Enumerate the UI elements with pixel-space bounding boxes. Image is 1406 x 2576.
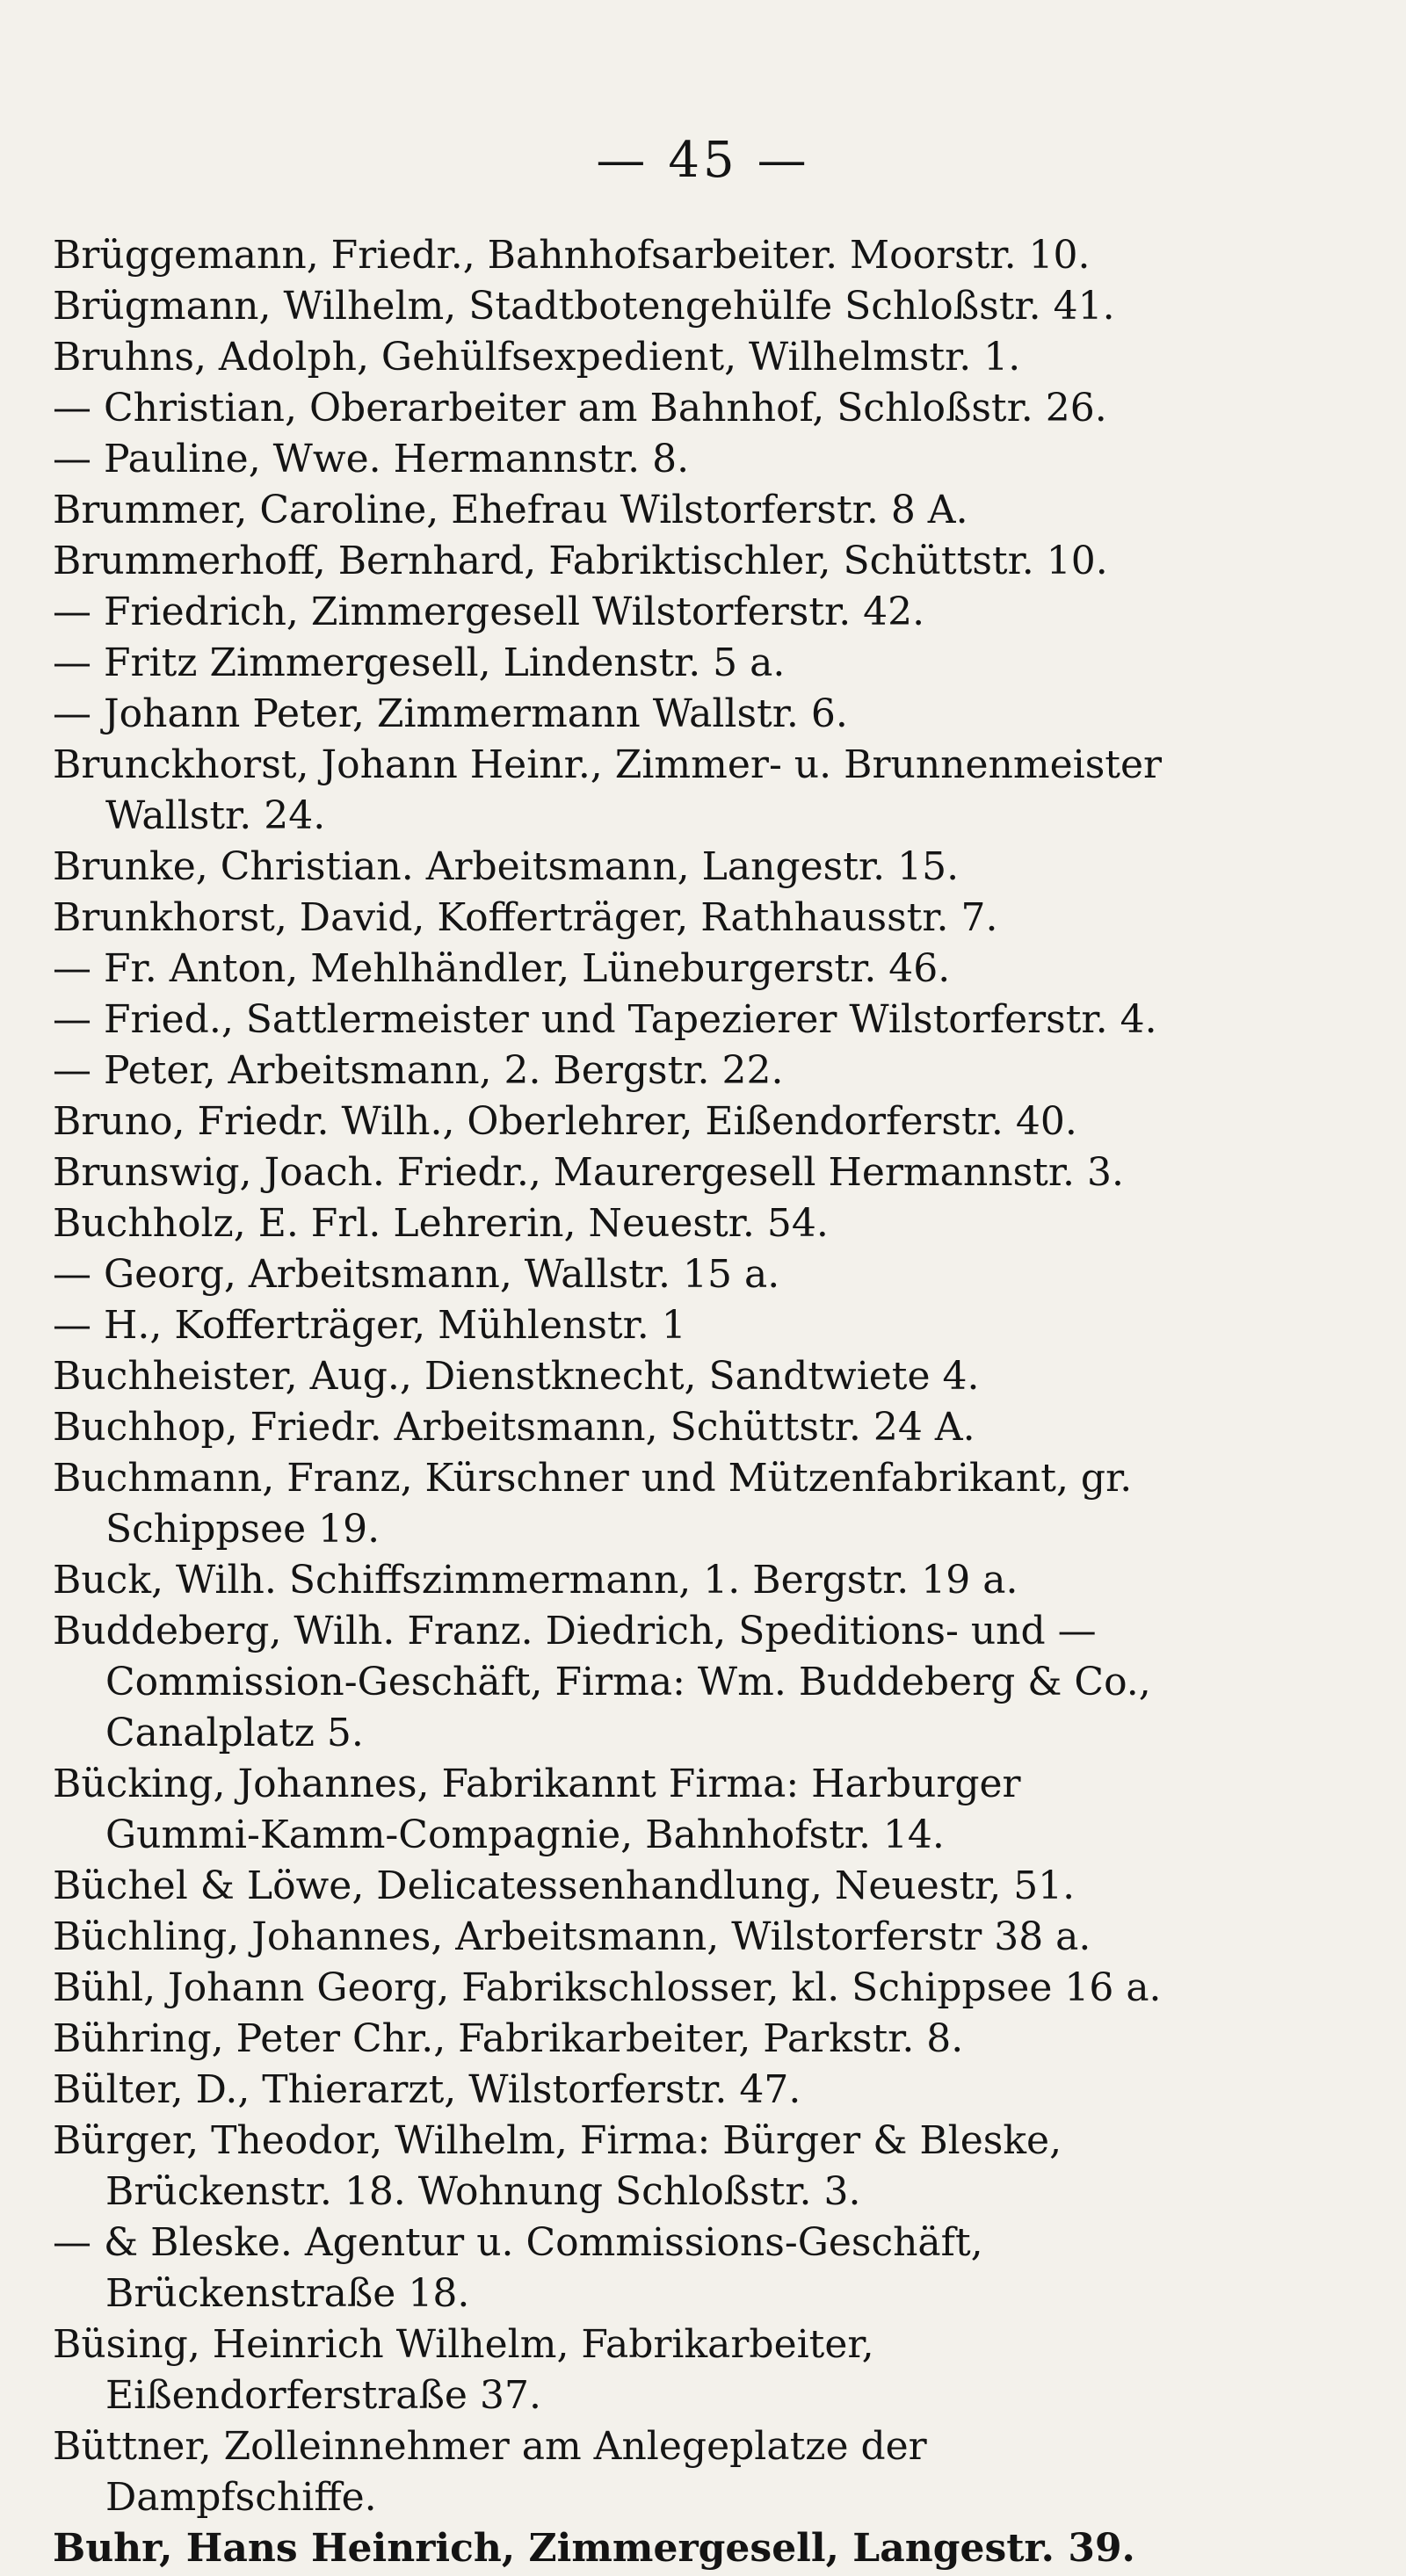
directory-entry: Bücking, Johannes, Fabrikannt Firma: Harburger Gummi-Kamm-Compagnie, Bahnhofstr. 14. (53, 1762, 1021, 1857)
directory-entry: Buddeberg, Wilh. Franz. Diedrich, Speditions- und — Commission-Geschäft, Firma: Wm. Buddeberg & Co., Canalplatz 5. (53, 1609, 1151, 1755)
directory-entry: Brummer, Caroline, Ehefrau Wilstorferstr. 8 A. (53, 488, 968, 532)
directory-entry: — H., Kofferträger, Mühlenstr. 1 (53, 1303, 686, 1348)
directory-entry: Brügmann, Wilhelm, Stadtbotengehülfe Schloßstr. 41. (53, 284, 1115, 329)
directory-entry: — Johann Peter, Zimmermann Wallstr. 6. (53, 691, 848, 736)
directory-entry: Bürger, Theodor, Wilhelm, Firma: Bürger & Bleske, Brückenstr. 18. Wohnung Schloßstr. 3. (53, 2118, 1062, 2214)
directory-entry: Brummerhoff, Bernhard, Fabriktischler, Schüttstr. 10. (53, 539, 1108, 583)
page-dash-right: — (757, 132, 810, 189)
directory-entry: Bruno, Friedr. Wilh., Oberlehrer, Eißendorferstr. 40. (53, 1099, 1077, 1144)
directory-entry: Büchel & Löwe, Delicatessenhandlung, Neuestr, 51. (53, 1863, 1076, 1908)
directory-entry: Bülter, D., Thierarzt, Wilstorferstr. 47. (53, 2067, 801, 2112)
directory-entry: Brunkhorst, David, Kofferträger, Rathhausstr. 7. (53, 895, 998, 940)
page-dash-left: — (596, 132, 649, 189)
directory-entry: Büttner, Zolleinnehmer am Anlegeplatze der Dampfschiffe. (53, 2424, 927, 2520)
directory-entry: Buchholz, E. Frl. Lehrerin, Neuestr. 54. (53, 1201, 829, 1246)
directory-entry: Buchheister, Aug., Dienstknecht, Sandtwiete 4. (53, 1354, 980, 1399)
directory-entry: Bühl, Johann Georg, Fabrikschlosser, kl. Schippsee 16 a. (53, 1965, 1162, 2010)
directory-entry: — Pauline, Wwe. Hermannstr. 8. (53, 437, 690, 481)
directory-entry: Buck, Wilh. Schiffszimmermann, 1. Bergstr. 19 a. (53, 1558, 1018, 1603)
directory-entry: — Friedrich, Zimmergesell Wilstorferstr. 42. (53, 590, 925, 634)
directory-entry: Buchhop, Friedr. Arbeitsmann, Schüttstr. 24 A. (53, 1405, 975, 1450)
directory-entries (53, 230, 1186, 2574)
directory-entry: Brunckhorst, Johann Heinr., Zimmer- u. Brunnenmeister Wallstr. 24. (53, 742, 1163, 838)
directory-entry: Buhr, Hans Heinrich, Zimmergesell, Langestr. 39. (53, 2526, 1135, 2571)
directory-entry: Büchling, Johannes, Arbeitsmann, Wilstorferstr 38 a. (53, 1914, 1091, 1959)
directory-entry: Brunswig, Joach. Friedr., Maurergesell Hermannstr. 3. (53, 1150, 1124, 1195)
directory-entry: Büsing, Heinrich Wilhelm, Fabrikarbeiter, Eißendorferstraße 37. (53, 2322, 874, 2418)
directory-entry: Bruhns, Adolph, Gehülfsexpedient, Wilhelmstr. 1. (53, 335, 1021, 380)
directory-entry: — Fritz Zimmergesell, Lindenstr. 5 a. (53, 640, 786, 685)
directory-entry: — Fried., Sattlermeister und Tapezierer Wilstorferstr. 4. (53, 997, 1157, 1042)
directory-entry: — & Bleske. Agentur u. Commissions-Geschäft, Brückenstraße 18. (53, 2220, 983, 2316)
directory-entry: — Peter, Arbeitsmann, 2. Bergstr. 22. (53, 1048, 784, 1093)
directory-entry: Brüggemann, Friedr., Bahnhofsarbeiter. Moorstr. 10. (53, 233, 1091, 278)
directory-entry: — Christian, Oberarbeiter am Bahnhof, Schloßstr. 26. (53, 386, 1107, 431)
directory-entry: Bühring, Peter Chr., Fabrikarbeiter, Parkstr. 8. (53, 2016, 964, 2061)
directory-entry: Buchmann, Franz, Kürschner und Mützenfabrikant, gr. Schippsee 19. (53, 1456, 1133, 1552)
page-header (0, 132, 1406, 189)
directory-entry: — Fr. Anton, Mehlhändler, Lüneburgerstr. 46. (53, 946, 951, 991)
directory-entry: — Georg, Arbeitsmann, Wallstr. 15 a. (53, 1252, 780, 1297)
directory-entry: Brunke, Christian. Arbeitsmann, Langestr. 15. (53, 844, 960, 889)
page-number: 45 (668, 132, 738, 189)
